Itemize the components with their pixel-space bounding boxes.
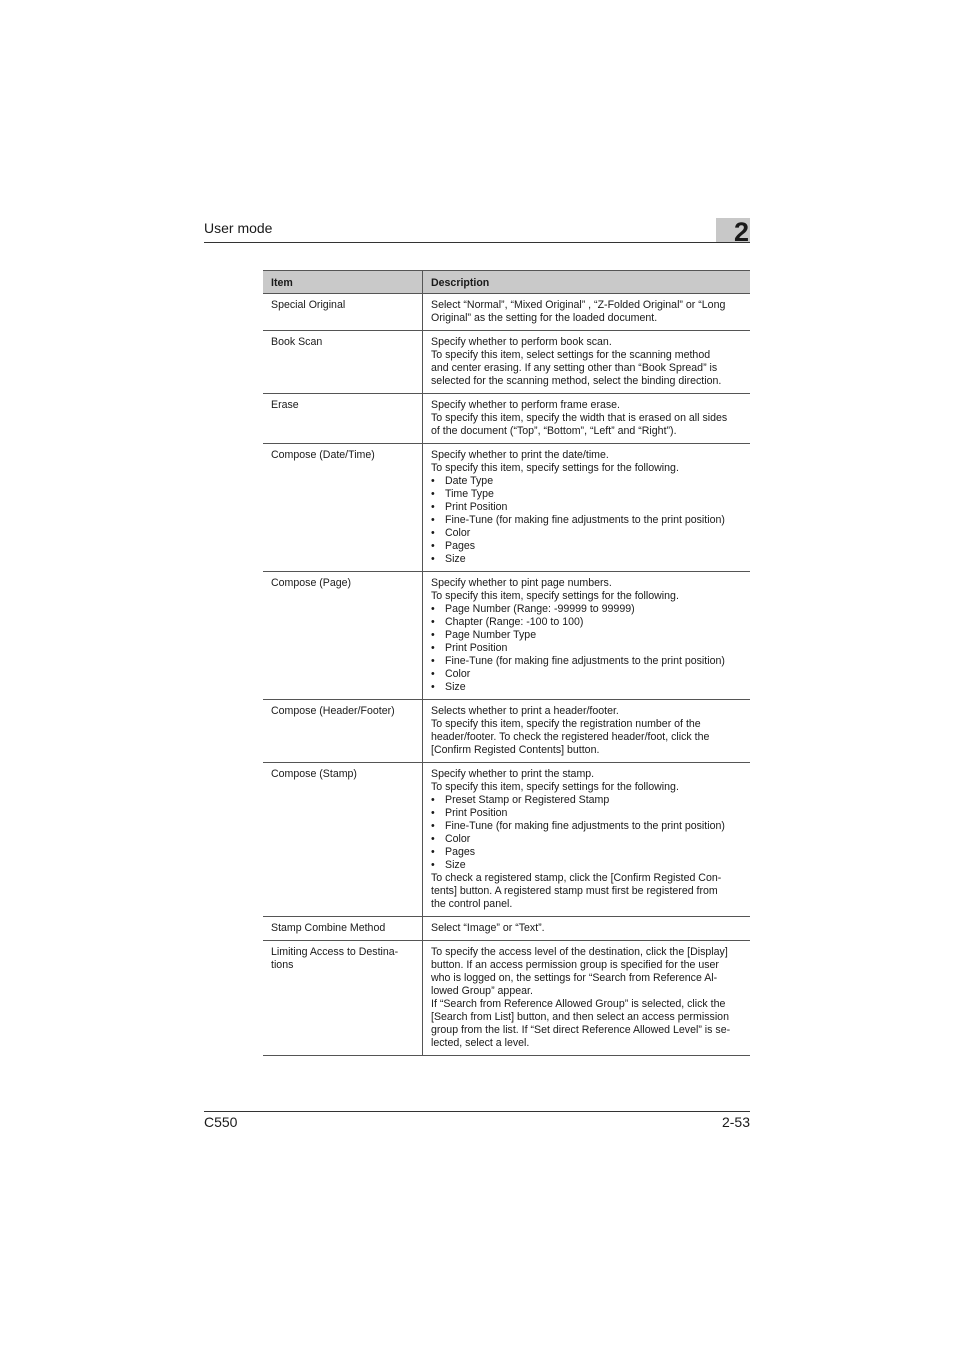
item-cell xyxy=(263,572,423,700)
description-line: To specify this item, select settings for the scanning method xyxy=(431,349,711,361)
description-line: To specify the access level of the destination, click the [Display] xyxy=(431,946,728,958)
description-cell xyxy=(423,294,751,331)
description-line: header/footer. To check the registered header/foot, click the xyxy=(431,731,710,743)
bullet-item: • Color xyxy=(431,668,742,681)
description-line: of the document (“Top”, “Bottom”, “Left” and “Right”). xyxy=(431,425,677,437)
item-cell xyxy=(263,331,423,394)
bullet-item: • Chapter (Range: -100 to 100) xyxy=(431,616,742,629)
table-header-row xyxy=(263,271,750,294)
table-row xyxy=(263,444,750,572)
description-line: Specify whether to perform book scan. xyxy=(431,336,612,348)
bullet-item: • Size xyxy=(431,681,742,694)
description-line: lected, select a level. xyxy=(431,1037,530,1049)
bullet-item: • Pages xyxy=(431,540,742,553)
item-cell xyxy=(263,394,423,444)
bullet-item: • Print Position xyxy=(431,642,742,655)
description-line: To check a registered stamp, click the [Confirm Registed Con- xyxy=(431,872,722,884)
item-name: Erase xyxy=(271,399,299,411)
item-cell xyxy=(263,941,423,1056)
chapter-tab xyxy=(716,217,750,247)
footer-rule xyxy=(204,1111,750,1112)
description-line: [Confirm Registed Contents] button. xyxy=(431,744,600,756)
description-cell xyxy=(423,444,751,572)
table-row xyxy=(263,294,750,331)
bullet-item: • Print Position xyxy=(431,501,742,514)
description-line: Specify whether to print the stamp. xyxy=(431,768,595,780)
bullet-item: • Page Number Type xyxy=(431,629,742,642)
bullet-item: • Pages xyxy=(431,846,742,859)
description-line: tents] button. A registered stamp must first be registered from xyxy=(431,885,718,897)
table-row xyxy=(263,941,750,1056)
table-row xyxy=(263,331,750,394)
description-cell xyxy=(423,572,751,700)
bullet-item: • Date Type xyxy=(431,475,742,488)
bullet-item: • Color xyxy=(431,527,742,540)
item-name: Compose (Header/Footer) xyxy=(271,705,395,717)
description-line: Select “Normal”, “Mixed Original” , “Z-Folded Original” or “Long xyxy=(431,299,726,311)
description-line: Select “Image” or “Text”. xyxy=(431,922,545,934)
description-line: To specify this item, specify settings for the following. xyxy=(431,590,679,602)
bullet-item: • Print Position xyxy=(431,807,742,820)
description-line: To specify this item, specify settings for the following. xyxy=(431,462,679,474)
description-line: To specify this item, specify settings for the following. xyxy=(431,781,679,793)
bullet-item: • Size xyxy=(431,859,742,872)
description-line: If “Search from Reference Allowed Group” is selected, click the xyxy=(431,998,726,1010)
bullet-item: • Color xyxy=(431,833,742,846)
description-line: and center erasing. If any setting other than “Book Spread” is xyxy=(431,362,718,374)
settings-table xyxy=(263,270,750,1056)
description-cell xyxy=(423,394,751,444)
bullet-item: • Fine-Tune (for making fine adjustments to the print position) xyxy=(431,655,742,668)
description-line: To specify this item, specify the registration number of the xyxy=(431,718,701,730)
item-cell xyxy=(263,294,423,331)
bullet-item: • Time Type xyxy=(431,488,742,501)
column-header-item: Item xyxy=(263,271,423,294)
item-name: Stamp Combine Method xyxy=(271,922,386,934)
table-body xyxy=(263,294,750,1056)
header-title: User mode xyxy=(204,220,273,236)
table-row xyxy=(263,700,750,763)
description-line: Original” as the setting for the loaded document. xyxy=(431,312,658,324)
description-line: selected for the scanning method, select the binding direction. xyxy=(431,375,722,387)
footer-model: C550 xyxy=(204,1114,238,1130)
bullet-item: • Page Number (Range: -99999 to 99999) xyxy=(431,603,742,616)
table-row xyxy=(263,572,750,700)
item-name: tions xyxy=(271,959,294,971)
item-cell xyxy=(263,444,423,572)
item-name: Compose (Stamp) xyxy=(271,768,357,780)
bullet-item: • Preset Stamp or Registered Stamp xyxy=(431,794,742,807)
description-cell xyxy=(423,941,751,1056)
description-line: Specify whether to print the date/time. xyxy=(431,449,609,461)
chapter-number: 2 xyxy=(733,217,749,247)
description-line: To specify this item, specify the width that is erased on all sides xyxy=(431,412,728,424)
description-line: button. If an access permission group is specified for the user xyxy=(431,959,719,971)
description-line: Specify whether to perform frame erase. xyxy=(431,399,621,411)
table-row xyxy=(263,394,750,444)
item-cell xyxy=(263,763,423,917)
bullet-item: • Fine-Tune (for making fine adjustments to the print position) xyxy=(431,820,742,833)
bullet-item: • Fine-Tune (for making fine adjustments to the print position) xyxy=(431,514,742,527)
description-cell xyxy=(423,763,751,917)
description-cell xyxy=(423,917,751,941)
description-line: [Search from List] button, and then select an access permission xyxy=(431,1011,729,1023)
table-row xyxy=(263,763,750,917)
description-cell xyxy=(423,331,751,394)
description-line: group from the list. If “Set direct Reference Allowed Level” is se- xyxy=(431,1024,731,1036)
item-name: Compose (Date/Time) xyxy=(271,449,375,461)
item-cell xyxy=(263,700,423,763)
item-name: Special Original xyxy=(271,299,346,311)
item-name: Book Scan xyxy=(271,336,323,348)
item-name: Limiting Access to Destina- xyxy=(271,946,399,958)
item-name: Compose (Page) xyxy=(271,577,352,589)
description-line: lowed Group” appear. xyxy=(431,985,533,997)
description-line: Selects whether to print a header/footer. xyxy=(431,705,619,717)
description-cell xyxy=(423,700,751,763)
footer-page-number: 2-53 xyxy=(721,1114,750,1130)
description-line: Specify whether to pint page numbers. xyxy=(431,577,612,589)
bullet-item: • Size xyxy=(431,553,742,566)
header-rule xyxy=(204,242,750,243)
table-row xyxy=(263,917,750,941)
column-header-description: Description xyxy=(423,271,751,294)
description-line: the control panel. xyxy=(431,898,513,910)
item-cell xyxy=(263,917,423,941)
description-line: who is logged on, the settings for “Search from Reference Al- xyxy=(431,972,718,984)
